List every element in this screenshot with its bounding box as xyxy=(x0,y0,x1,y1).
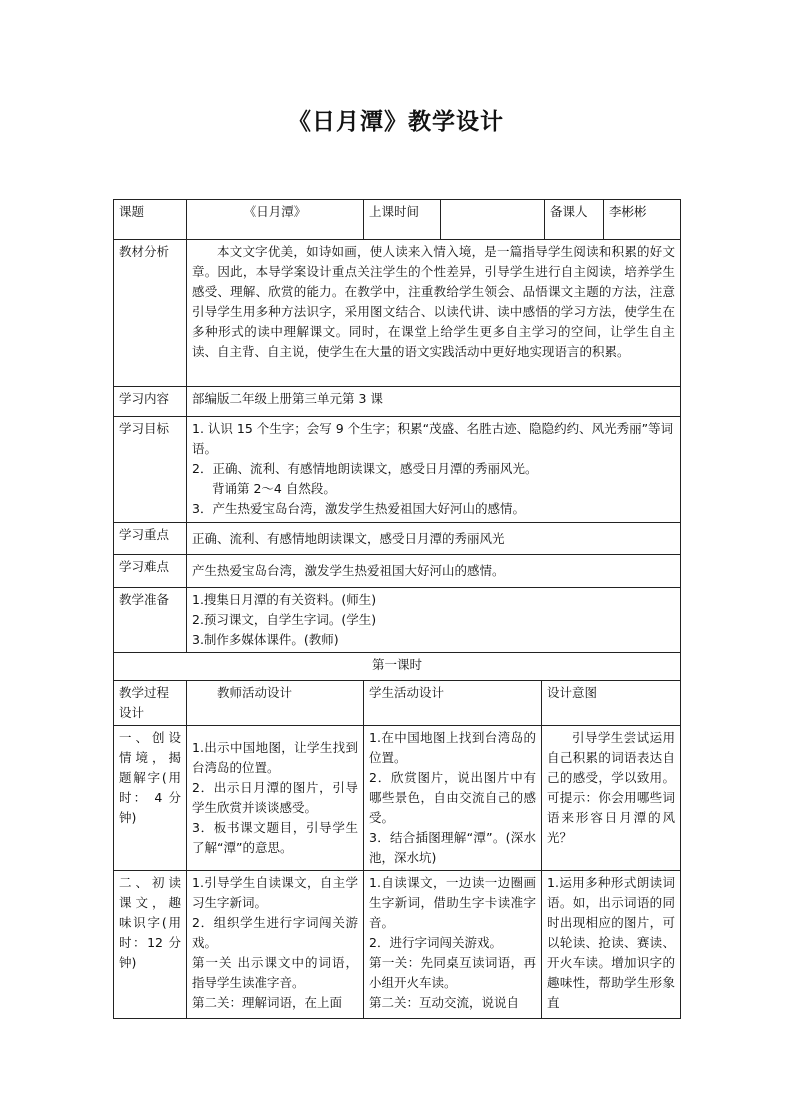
material-text: 本文文字优美，如诗如画，使人读来入情入境，是一篇指导学生阅读和积累的好文章。因此，本导学案设计重点关注学生的个性差异，引导学生进行自主阅读，培养学生感受、理解、欣赏的能力。在教学中，注重教给学生领会、品悟课文主题的方法，注意引导学生用多种方法识字，采用图文结合、以读代讲、读中感悟的学习方法，使学生在多种形式的读中理解课文。同时，在课堂上给学生更多自主学习的空间，让学生自主读、自主背、自主说，使学生在大量的语文实践活动中更好地实现语言的积累。 xyxy=(187,240,681,387)
step-student-cell xyxy=(364,871,542,1019)
goal-item: 3．产生热爱宝岛台湾，激发学生热爱祖国大好河山的感情。 xyxy=(192,501,525,516)
difficulty-label: 学习难点 xyxy=(114,555,187,588)
step-teacher-cell xyxy=(187,871,364,1019)
session-title: 第一课时 xyxy=(114,653,681,681)
preparer-value: 李彬彬 xyxy=(604,200,681,240)
step-row xyxy=(114,726,681,871)
time-value xyxy=(441,200,545,240)
process-header-student: 学生活动设计 xyxy=(364,681,542,726)
difficulty-text: 产生热爱宝岛台湾，激发学生热爱祖国大好河山的感情。 xyxy=(187,555,681,588)
content-text: 部编版二年级上册第三单元第 3 课 xyxy=(187,387,681,417)
content-row xyxy=(114,387,681,417)
step-name: 一、创设情境，揭题解字(用时： 4 分钟) xyxy=(114,726,187,871)
goals-cell xyxy=(187,417,681,523)
material-row xyxy=(114,240,681,387)
key-point-text: 正确、流利、有感情地朗读课文，感受日月潭的秀丽风光 xyxy=(187,523,681,555)
content-label: 学习内容 xyxy=(114,387,187,417)
teacher-activity: 1.出示中国地图，让学生找到台湾岛的位置。 xyxy=(192,740,359,775)
page-title: 《日月潭》教学设计 xyxy=(288,109,504,135)
preparation-cell xyxy=(187,588,681,653)
student-activity: 第一关：先同桌互读词语，再小组开火车读。 xyxy=(369,955,537,990)
goal-item: 2．正确、流利、有感情地朗读课文，感受日月潭的秀丽风光。 xyxy=(192,461,538,476)
difficulty-row xyxy=(114,555,681,588)
student-activity: 2．进行字词闯关游戏。 xyxy=(369,935,502,950)
key-point-row xyxy=(114,523,681,555)
teacher-activity: 2．组织学生进行字词闯关游戏。 xyxy=(192,915,359,950)
teacher-activity: 3．板书课文题目，引导学生了解“潭”的意思。 xyxy=(192,820,359,855)
student-activity: 1.在中国地图上找到台湾岛的位置。 xyxy=(369,730,537,765)
step-teacher-cell xyxy=(187,726,364,871)
teacher-activity: 1.引导学生自读课文，自主学习生字新词。 xyxy=(192,875,359,910)
preparation-label: 教学准备 xyxy=(114,588,187,653)
process-header-step: 教学过程设计 xyxy=(114,681,187,726)
step-intent: 1.运用多种形式朗读词语。如，出示词语的同时出现相应的图片，可以轮读、抢读、赛读、开火车读。增加识字的趣味性，帮助学生形象直 xyxy=(542,871,681,1019)
goal-item: 1. 认识 15 个生字；会写 9 个生字；积累“茂盛、名胜古迹、隐隐约约、风光秀丽”等词语。 xyxy=(192,421,674,456)
preparation-item: 2.预习课文，自学生字词。(学生) xyxy=(192,612,377,627)
goal-item: 背诵第 2～4 自然段。 xyxy=(212,481,336,496)
step-student-cell xyxy=(364,726,542,871)
step-intent: 引导学生尝试运用自己积累的词语表达自己的感受，学以致用。可提示：你会用哪些词语来形容日月潭的风光？ xyxy=(542,726,681,871)
process-header-intent: 设计意图 xyxy=(542,681,681,726)
process-header-row xyxy=(114,681,681,726)
student-activity: 2．欣赏图片，说出图片中有哪些景色，自由交流自己的感受。 xyxy=(369,770,537,825)
process-header-teacher: 教师活动设计 xyxy=(187,681,364,726)
material-label: 教材分析 xyxy=(114,240,187,387)
teacher-activity: 2．出示日月潭的图片，引导学生欣赏并谈谈感受。 xyxy=(192,780,359,815)
lesson-value: 《日月潭》 xyxy=(187,200,364,240)
preparation-row xyxy=(114,588,681,653)
goals-label: 学习目标 xyxy=(114,417,187,523)
lesson-plan-table xyxy=(113,199,681,1019)
step-row xyxy=(114,871,681,1019)
header-row xyxy=(114,200,681,240)
preparation-item: 3.制作多媒体课件。(教师) xyxy=(192,632,339,647)
teacher-activity: 第一关 出示课文中的词语，指导学生读准字音。 xyxy=(192,955,359,990)
time-label: 上课时间 xyxy=(364,200,441,240)
student-activity: 第二关：互动交流，说说自 xyxy=(369,995,520,1010)
session-row xyxy=(114,653,681,681)
goals-row xyxy=(114,417,681,523)
teacher-activity: 第二关：理解词语，在上面 xyxy=(192,995,343,1010)
key-point-label: 学习重点 xyxy=(114,523,187,555)
lesson-label: 课题 xyxy=(114,200,187,240)
student-activity: 1.自读课文，一边读一边圈画生字新词，借助生字卡读准字音。 xyxy=(369,875,537,930)
preparer-label: 备课人 xyxy=(545,200,604,240)
step-name: 二、初读课文，趣味识字(用时：12 分钟) xyxy=(114,871,187,1019)
preparation-item: 1.搜集日月潭的有关资料。(师生) xyxy=(192,592,377,607)
student-activity: 3．结合插图理解“潭”。(深水池，深水坑) xyxy=(369,830,537,865)
